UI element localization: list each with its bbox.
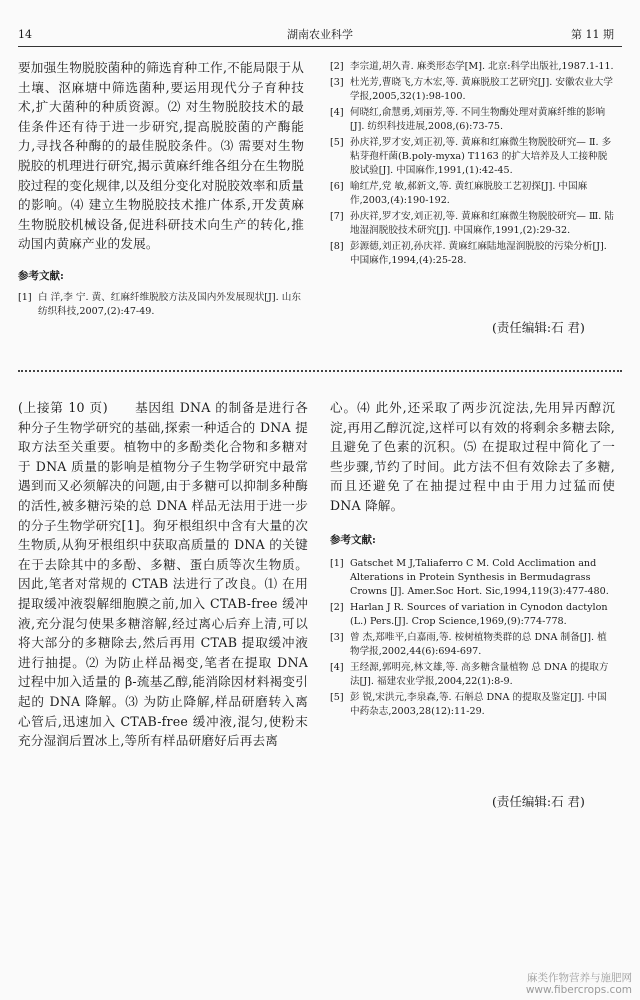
reference-item: [4] 王经源,郭明亮,林文雄,等. 高多糖含量植物 总 DNA 的提取方法[J]. 福建农业学报,2004,22(1):8-9. [330,661,609,687]
reference-item: [6] 喻红芹,党 敏,郝新文,等. 黄红麻脱胶工艺初探[J]. 中国麻作,2003,(4):190-192. [330,181,588,206]
reference-item: [5] 彭 锐,宋洪元,李泉森,等. 石斛总 DNA 的提取及鉴定[J]. 中国中药杂志,2003,28(12):11-29. [330,691,607,717]
top-references-heading: 参考文献: [18,269,64,282]
bottom-references [330,557,615,719]
reference-item: [1] 白 洋,李 宁. 黄、红麻纤维脱胶方法及国内外发展现状[J]. 山东纺织科技,2007,(2):47-49. [18,291,301,317]
bottom-references-heading: 参考文献: [330,533,376,546]
top-article-paragraph: 要加强生物脱胶菌种的筛选育种工作,不能局限于从土壤、沤麻塘中筛选菌种,要运用现代分子育种技术,扩大菌种的种质资源。⑵ 对生物脱胶技术的最佳条件还有待于进一步研究,提高脱胶菌的产酶能力,寻找各种酶的的最佳脱胶条件。⑶ 需要对生物脱胶的机理进行研究,揭示黄麻纤维各组分在生物脱胶过程的变化规律,以及组分变化对脱胶效率和质量的影响。⑷ 建立生物脱胶技术推广体系,开发黄麻生物脱胶机械设备,促进科研技术向生产的转化,推动国内黄麻产业的发展。 [18,60,304,252]
reference-item: [2] 李宗道,胡久青. 麻类形态学[M]. 北京:科学出版社,1987.1-11. [330,61,614,72]
bottom-right-column [330,398,615,721]
header-rule [18,46,622,47]
top-references-left [18,291,304,319]
site-watermark: 麻类作物营养与施肥网 www.fibercrops.com [525,972,632,996]
reference-item: [1] Gatschet M J,Taliaferro C M. Cold Acclimation and Alterations in Protein Synthesis in Bermudagrass Crowns [J]. Amer.Soc Hort. Sic,1994,119(3):477-480. [330,557,609,597]
running-header [18,24,622,44]
reference-item: [7] 孙庆祥,罗才安,刘正初,等. 黄麻和红麻微生物脱胶研究— Ⅲ. 陆地湿润脱胶技术研究[J]. 中国麻作,1991,(2):29-32. [330,211,614,236]
bottom-article-continuation: 心。⑷ 此外,还采取了两步沉淀法,先用异丙醇沉淀,再用乙醇沉淀,这样可以有效的将剩余多糖去除,且避免了色素的沉积。⑸ 在提取过程中简化了一些步骤,节约了时间。此方法不但有效除去了多糖,而且还避免了在抽提过程中由于用力过猛而使 DNA 降解。 [330,400,615,513]
reference-item: [4] 何晓红,俞慧勇,刘丽芳,等. 不同生物酶处理对黄麻纤维的影响[J]. 纺织科技进展,2008,(6):73-75. [330,107,606,132]
reference-item: [3] 杜光芳,曹晓飞,方木宏,等. 黄麻脱胶工艺研究[J]. 安徽农业大学学报,2005,32(1):98-100. [330,77,613,102]
bottom-left-column [18,398,308,751]
top-right-column [330,60,615,270]
top-left-column [18,58,304,321]
bottom-editor-credit: (责任编辑:石 君) [492,794,585,809]
bottom-article-paragraph: (上接第 10 页) 基因组 DNA 的制备是进行各种分子生物学研究的基础,探索一种适合的 DNA 提取方法至关重要。植物中的多酚类化合物和多糖对于 DNA 质量的影响是植物分子生物学研究中最常遇到而又必须解决的问题,由于多糖可以抑制多种酶的活性,被多糖污染的总 DNA 样品无法用于进一步的分子生物学研究[1]。狗牙根组织中含有大量的次生物质,从狗牙根组织中获取高质量的 DNA 的关键在于去除其中的多酚、多糖、蛋白质等次生物质。因此,笔者对常规的 CTAB 法进行了改良。⑴ 在用提取缓冲液裂解细胞膜之前,加入 CTAB-free 缓冲液,充分混匀使果多糖溶解,经过离心后弃上清,可以将大部分的多糖除去,然后再用 CTAB 提取缓冲液进行抽提。⑵ 为防止样品褐变,笔者在提取 DNA 过程中加入适量的 β-巯基乙醇,能消除因材料褐变引起的 DNA 降解。⑶ 为防止降解,样品研磨转入离心管后,迅速加入 CTAB-free 缓冲液,混匀,使粉末充分湿润后置冰上,等所有样品研磨好后再去离 [18,400,308,749]
reference-item: [2] Harlan J R. Sources of variation in Cynodon dactylon (L.) Pers.[J]. Crop Science,1969,(9):774-778. [330,601,608,627]
issue-number: 第 11 期 [571,28,614,41]
page-number: 14 [18,28,32,41]
journal-title: 湖南农业科学 [287,28,353,41]
reference-item: [5] 孙庆祥,罗才安,刘正初,等. 黄麻和红麻微生物脱胶研究— Ⅱ. 多粘芽孢杆菌(B.poly-myxa) T1163 的扩大培养及人工接种脱胶试验[J]. 中国麻作,1991,(1):42-45. [330,137,612,176]
reference-item: [3] 曾 杰,郑唯平,白嘉雨,等. 桉树植物类群的总 DNA 制备[J]. 植物学报,2002,44(6):694-697. [330,631,607,657]
article-separator [18,370,622,372]
top-editor-credit: (责任编辑:石 君) [492,320,585,335]
reference-item: [8] 彭源德,刘正初,孙庆祥. 黄麻红麻陆地湿润脱胶的污染分析[J]. 中国麻作,1994,(4):25-28. [330,241,607,266]
